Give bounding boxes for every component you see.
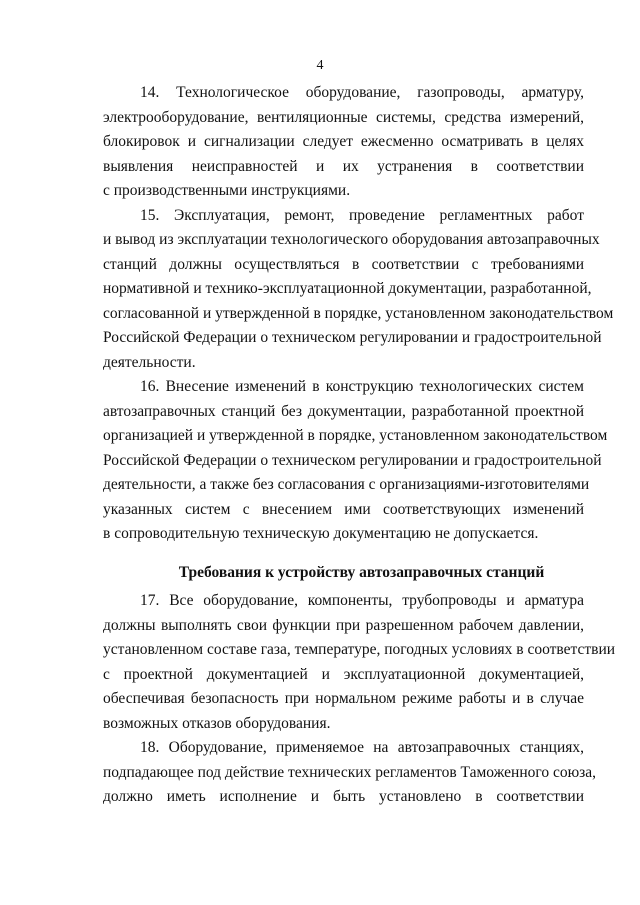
paragraph-line: и вывод из эксплуатации технологического оборудования автозаправочных (103, 231, 600, 248)
paragraph-line: организацией и утвержденной в порядке, установленном законодательством (103, 427, 608, 444)
document-body (103, 81, 616, 810)
section-heading: Требования к устройству автозаправочных станций (178, 563, 545, 581)
paragraph-line: подпадающее под действие технических регламентов Таможенного союза, (103, 763, 597, 781)
paragraph-line: 18. Оборудование, применяемое на автозаправочных станциях, (140, 739, 584, 756)
paragraph-line: блокировок и сигнализации следует ежесменно осматривать в целях (103, 133, 584, 150)
page-number: 4 (316, 58, 324, 73)
paragraphs-before-heading (103, 81, 614, 547)
paragraph-line: деятельности. (103, 353, 196, 371)
paragraph-line: нормативной и технико-эксплуатационной документации, разработанной, (103, 280, 592, 297)
paragraph (103, 81, 584, 204)
paragraph-line: выявления неисправностей и их устранения в соответствии (103, 157, 584, 175)
paragraph (103, 204, 614, 376)
paragraph-line: деятельности, а также без согласования с организациями-изготовителями (103, 476, 590, 493)
paragraph-line: обеспечивая безопасность при нормальном режиме работы и в случае (103, 690, 584, 707)
paragraph (103, 375, 608, 547)
paragraph-line: электрооборудование, вентиляционные системы, средства измерений, (103, 108, 584, 126)
paragraph-line: автозаправочных станций без документации, разработанной проектной (103, 402, 584, 420)
paragraph-line: в сопроводительную техническую документацию не допускается. (103, 525, 539, 542)
paragraph-line: Российской Федерации о техническом регулировании и градостроительной (103, 451, 602, 469)
paragraph-line: указанных систем с внесением ими соответствующих изменений (103, 500, 584, 518)
paragraph-line: Российской Федерации о техническом регулировании и градостроительной (103, 329, 602, 346)
paragraph-line: должны выполнять свои функции при разрешенном рабочем давлении, (103, 616, 584, 634)
paragraphs-after-heading (103, 589, 616, 810)
paragraph-line: 17. Все оборудование, компоненты, трубопроводы и арматура (140, 592, 584, 609)
paragraph-line: станций должны осуществляться в соответствии с требованиями (103, 255, 584, 273)
paragraph-line: возможных отказов оборудования. (103, 714, 331, 732)
paragraph-line: 14. Технологическое оборудование, газопроводы, арматуру, (140, 84, 584, 101)
paragraph-line: установленном составе газа, температуре, погодных условиях в соответствии (103, 641, 616, 658)
paragraph-line: должно иметь исполнение и быть установлено в соответствии (103, 788, 584, 805)
paragraph (103, 589, 616, 736)
paragraph-line: с проектной документацией и эксплуатационной документацией, (103, 665, 584, 683)
paragraph-line: 15. Эксплуатация, ремонт, проведение регламентных работ (140, 206, 584, 224)
paragraph-line: 16. Внесение изменений в конструкцию технологических систем (140, 378, 584, 395)
paragraph-line: согласованной и утвержденной в порядке, установленном законодательством (103, 304, 614, 322)
paragraph-line: с производственными инструкциями. (103, 182, 351, 199)
paragraph (103, 736, 597, 810)
